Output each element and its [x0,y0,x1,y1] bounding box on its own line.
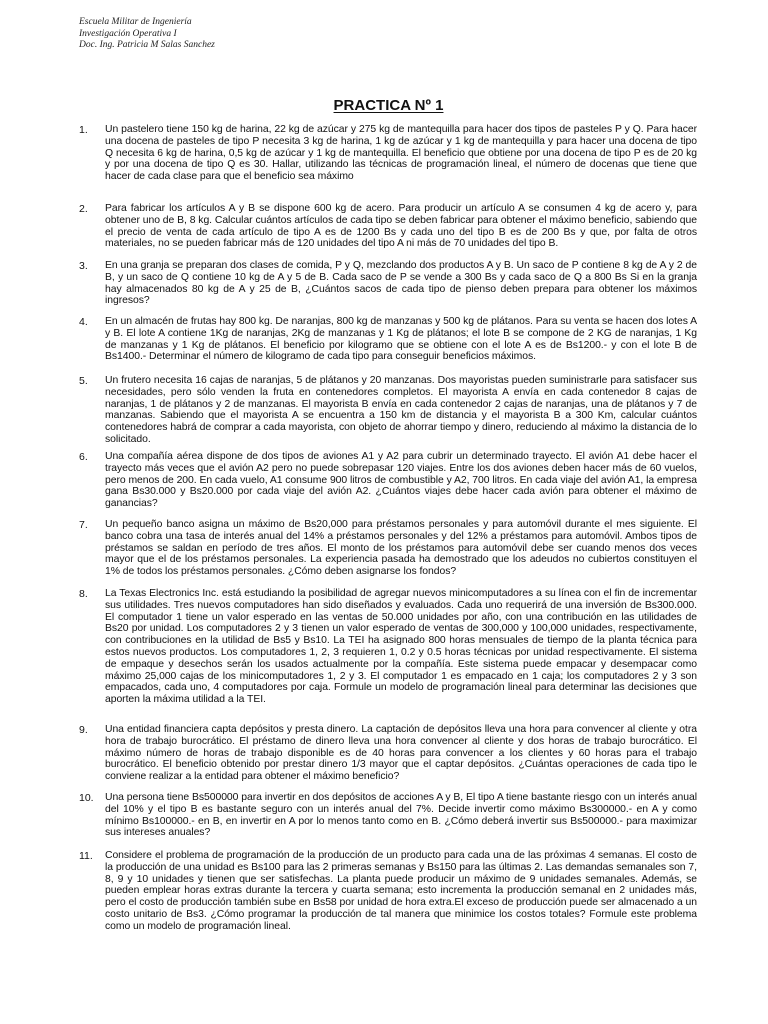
page-title-wrap [0,97,768,114]
problem-text: Una entidad financiera capta depósitos y presta dinero. La captación de depósitos lleva una hora para convencer al cliente y otra hora de trabajo burocrático. El préstamo de dinero lleva una hora convencer al cliente y dos horas de trabajo burocrático. El máximo número de horas de trabajo disponible es de 40 horas para convencer a los clientes y 60 horas para el trabajo burocrático. El beneficio obtenido por prestar dinero 1/3 mayor que el captar depósitos. ¿Cuántas operaciones de cada tipo le conviene realizar a la entidad para obtener el máximo beneficio? [105,724,697,783]
problem-number: 7. [79,519,88,531]
problem-number: 8. [79,588,88,600]
problem-text: Un pastelero tiene 150 kg de harina, 22 kg de azúcar y 275 kg de mantequilla para hacer dos tipos de pasteles P y Q. Para hacer una docena de pasteles de tipo P necesita 3 kg de harina, 1 kg de azúcar y 1 kg de mantequilla y para hacer una docena de tipo Q necesita 6 kg de harina, 0,5 kg de azúcar y 1 kg de mantequilla. El beneficio que obtiene por una docena de tipo P es de 20 kg y por una docena de tipo Q es 30. Hallar, utilizando las técnicas de programación lineal, el número de docenas que tiene que hacer de cada clase para que el beneficio sea máximo [105,124,697,183]
problem-text: Para fabricar los artículos A y B se dispone 600 kg de acero. Para producir un artículo A se consumen 4 kg de acero y, para obtener uno de B, 8 kg. Calcular cuántos artículos de cada tipo se deben fabricar para obtener el máximo beneficio, sabiendo que el precio de venta de cada artículo de tipo A es de 1200 Bs y cada uno del tipo B es de 200 Bs y que, por falta de otros materiales, no se pueden fabricar más de 120 unidades del tipo A ni más de 70 unidades del tipo B. [105,203,697,250]
problem-text: Un frutero necesita 16 cajas de naranjas, 5 de plátanos y 20 manzanas. Dos mayoristas pueden suministrarle para satisfacer sus necesidades, pero sólo venden la fruta en contenedores completos. El mayorista A envía en cada contenedor 8 cajas de naranjas, 1 de plátanos y 2 de manzanas. El mayorista B envía en cada contenedor 2 cajas de naranjas, una de plátanos y 7 de manzanas. Sabiendo que el mayorista A se encuentra a 150 km de distancia y el mayorista B a 300 Km, calcular cuántos contenedores habrá de comprar a cada mayorista, con objeto de ahorrar tiempo y dinero, reduciendo al máximo la distancia de lo solicitado. [105,375,697,445]
document-header [79,17,215,52]
problem-number: 6. [79,451,88,463]
problem-text: En un almacén de frutas hay 800 kg. De naranjas, 800 kg de manzanas y 500 kg de plátanos. Para su venta se hacen dos lotes A y B. El lote A contiene 1Kg de naranjas, 2Kg de manzanas y 1 Kg de plátanos; el lote B se compone de 2 KG de naranjas, 1 Kg de manzanas y 1 Kg de plátanos. El beneficio por kilogramo que se obtiene con el lote A es de Bs1200.- y con el lote B de Bs1400.- Determinar el número de kilogramo de cada tipo para conseguir beneficios máximos. [105,316,697,363]
problem-number: 3. [79,260,88,272]
problem-number: 11. [79,850,93,862]
problem-number: 10. [79,792,94,804]
problem-text: Un pequeño banco asigna un máximo de Bs20,000 para préstamos personales y para automóvil durante el mes siguiente. El banco cobra una tasa de interés anual del 14% a préstamos personales y del 12% a préstamos para automóvil. Ambos tipos de préstamos se saldan en período de tres años. El monto de los préstamos para automóvil debe ser cuando menos dos veces mayor que el de los préstamos personales. La experiencia pasada ha demostrado que los adeudos no cubiertos constituyen el 1% de todos los préstamos personales. ¿Cómo deben asignarse los fondos? [105,519,697,578]
problem-number: 9. [79,724,88,736]
problem-text: En una granja se preparan dos clases de comida, P y Q, mezclando dos productos A y B. Un saco de P contiene 8 kg de A y 2 de B, y un saco de Q contiene 10 kg de A y 5 de B. Cada saco de P se vende a 300 Bs y cada saco de Q a 800 Bs Si en la granja hay almacenados 80 kg de A y 25 de B, ¿Cuántos sacos de cada tipo de pienso deben prepara para obtener los máximos ingresos? [105,260,697,307]
page-title: PRACTICA Nº 1 [333,97,444,114]
problem-number: 5. [79,375,88,387]
problem-number: 1. [79,124,88,136]
header-course: Investigación Operativa I [79,28,177,39]
problem-text: Considere el problema de programación de la producción de un producto para cada una de las próximas 4 semanas. El costo de la producción de una unidad es Bs100 para las 2 primeras semanas y Bs150 para las últimas 2. Las demandas semanales son 7, 8, 9 y 10 unidades y tienen que ser satisfechas. La planta puede producir un máximo de 9 unidades semanales. Además, se pueden emplear horas extras durante la tercera y cuarta semana; esto incrementa la producción semanal en 2 unidades más, pero el costo de producción también sube en Bs58 por unidad de hora extra.El exceso de producción puede ser almacenado a un costo unitario de Bs3. ¿Cómo programar la producción de tal manera que minimice los costos totales? Formule este problema como un modelo de programación lineal. [105,850,697,932]
problem-text: Una compañía aérea dispone de dos tipos de aviones A1 y A2 para cubrir un determinado trayecto. El avión A1 debe hacer el trayecto más veces que el avión A2 pero no puede sobrepasar 120 viajes. Entre los dos aviones deben hacer más de 60 vuelos, pero menos de 200. En cada vuelo, A1 consume 900 litros de combustible y A2, 700 litros. En cada viaje del avión A1, la empresa gana Bs30.000 y Bs20.000 por cada viaje del avión A2. ¿Cuántos viajes debe hacer cada avión para obtener el máximo de ganancias? [105,451,697,510]
problem-text: Una persona tiene Bs500000 para invertir en dos depósitos de acciones A y B, El tipo A tiene bastante riesgo con un interés anual del 10% y el tipo B es bastante seguro con un interés anual del 7%. Decide invertir como máximo Bs300000.- en A y como mínimo Bs100000.- en B, en invertir en A por lo menos tanto como en B. ¿Cómo deberá invertir sus Bs500000.- para maximizar sus intereses anuales? [105,792,697,839]
header-teacher: Doc. Ing. Patricia M Salas Sanchez [79,40,215,50]
header-school: Escuela Militar de Ingeniería [79,17,192,27]
problem-text: La Texas Electronics Inc. está estudiando la posibilidad de agregar nuevos minicomputadores a su línea con el fin de incrementar sus utilidades. Tres nuevos computadores han sido diseñados y evaluados. Cada uno requerirá de una inversión de Bs300.000. El computador 1 tiene un valor esperado en las ventas de 50.000 unidades por año, con una contribución en las utilidades de Bs20 por unidad. Los computadores 2 y 3 tienen un valor esperado de ventas de 300,000 y 100,000 unidades, respectivamente, con contribuciones en la utilidad de Bs5 y Bs10. La TEI ha asignado 800 horas mensuales de tiempo de la planta técnica para estos nuevos productos. Los computadores 1, 2, 3 requieren 1, 0.2 y 0.5 horas técnicas por unidad respectivamente. El sistema de empaque y desechos serán los usados actualmente por la compañía. Este sistema puede empacar y desempacar como máximo 25,000 cajas de los minicomputadores 1, 2 y 3. El computador 1 es empacado en 1 caja; los computadores 2 y 3 son empacados, cada uno, 4 computadores por caja. Formule un modelo de programación lineal para determinar las decisiones que aporten la máxima utilidad a la TEI. [105,588,697,706]
problem-number: 2. [79,203,88,215]
problem-number: 4. [79,316,88,328]
